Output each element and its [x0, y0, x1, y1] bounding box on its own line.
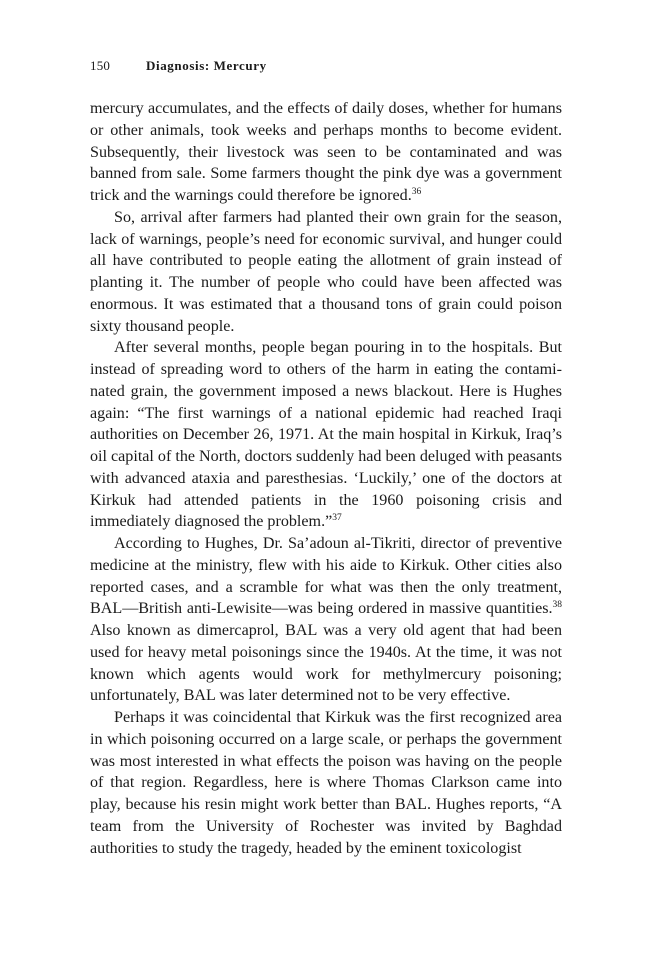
body-text	[90, 98, 562, 859]
paragraph	[90, 337, 562, 533]
paragraph-text: mercury accumulates, and the effects of daily doses, whether for humans or other animals, took weeks and perhaps months to become evident. Subsequently, their livestock was seen to be contaminated and was banned from sale. Some farmers thought the pink dye was a government trick and the warnings could therefore be ignored.	[90, 100, 562, 204]
paragraph	[90, 207, 562, 338]
paragraph	[90, 98, 562, 207]
footnote-ref[interactable]: 36	[411, 187, 422, 197]
footnote-ref[interactable]: 37	[332, 513, 342, 524]
paragraph-text: Perhaps it was coincidental that Kirkuk was the first recognized area in which poisoning occurred on a large scale, or perhaps the government was most interested in what effects the poison was having on the people of that region. Regardless, here is where Thomas Clarkson came into play, because his resin might work better than BAL. Hughes reports, “A team from the University of Rochester was invited by Baghdad authorities to study the tragedy, headed by the eminent toxicologist	[90, 709, 562, 857]
page-number: 150	[90, 58, 111, 73]
footnote-ref[interactable]: 38	[552, 600, 562, 611]
page-header	[90, 58, 267, 74]
paragraph	[90, 533, 562, 707]
paragraph-text: Also known as dimercaprol, BAL was a very old agent that had been used for heavy metal poisonings since the 1940s. At the time, it was not known which agents would work for methylmercury poisoning; unfortunately, BAL was later determined not to be very effective.	[90, 622, 562, 705]
paragraph	[90, 707, 562, 859]
paragraph-text: According to Hughes, Dr. Sa’adoun al-Tikriti, director of preventive medicine at the ministry, flew with his aide to Kirkuk. Other cities also reported cases, and a scramble for what was then the only treatment, BAL—British anti-Lewisite—was being ordered in massive quantities.	[90, 535, 562, 618]
running-head: Diagnosis: Mercury	[146, 58, 267, 73]
paragraph-text: So, arrival after farmers had planted their own grain for the season, lack of warnings, people’s need for economic survival, and hunger could all have contributed to people eating the allotment of grain instead of planting it. The number of people who could have been affected was enormous. It was estimated that a thousand tons of grain could poison sixty thousand people.	[90, 208, 562, 335]
paragraph-text: After several months, people began pouring in to the hospitals. But instead of spreading word to others of the harm in eating the contaminated grain, the government imposed a news blackout. Here is Hughes again: “The first warnings of a national epidemic had reached Iraqi authorities on December 26, 1971. At the main hospital in Kirkuk, Iraq’s oil capital of the North, doctors suddenly had been deluged with peasants with advanced ataxia and paresthesias. ‘Luckily,’ one of the doctors at Kirkuk had attended patients in the 1960 poisoning crisis and immediately diagnosed the problem.”	[90, 339, 562, 531]
